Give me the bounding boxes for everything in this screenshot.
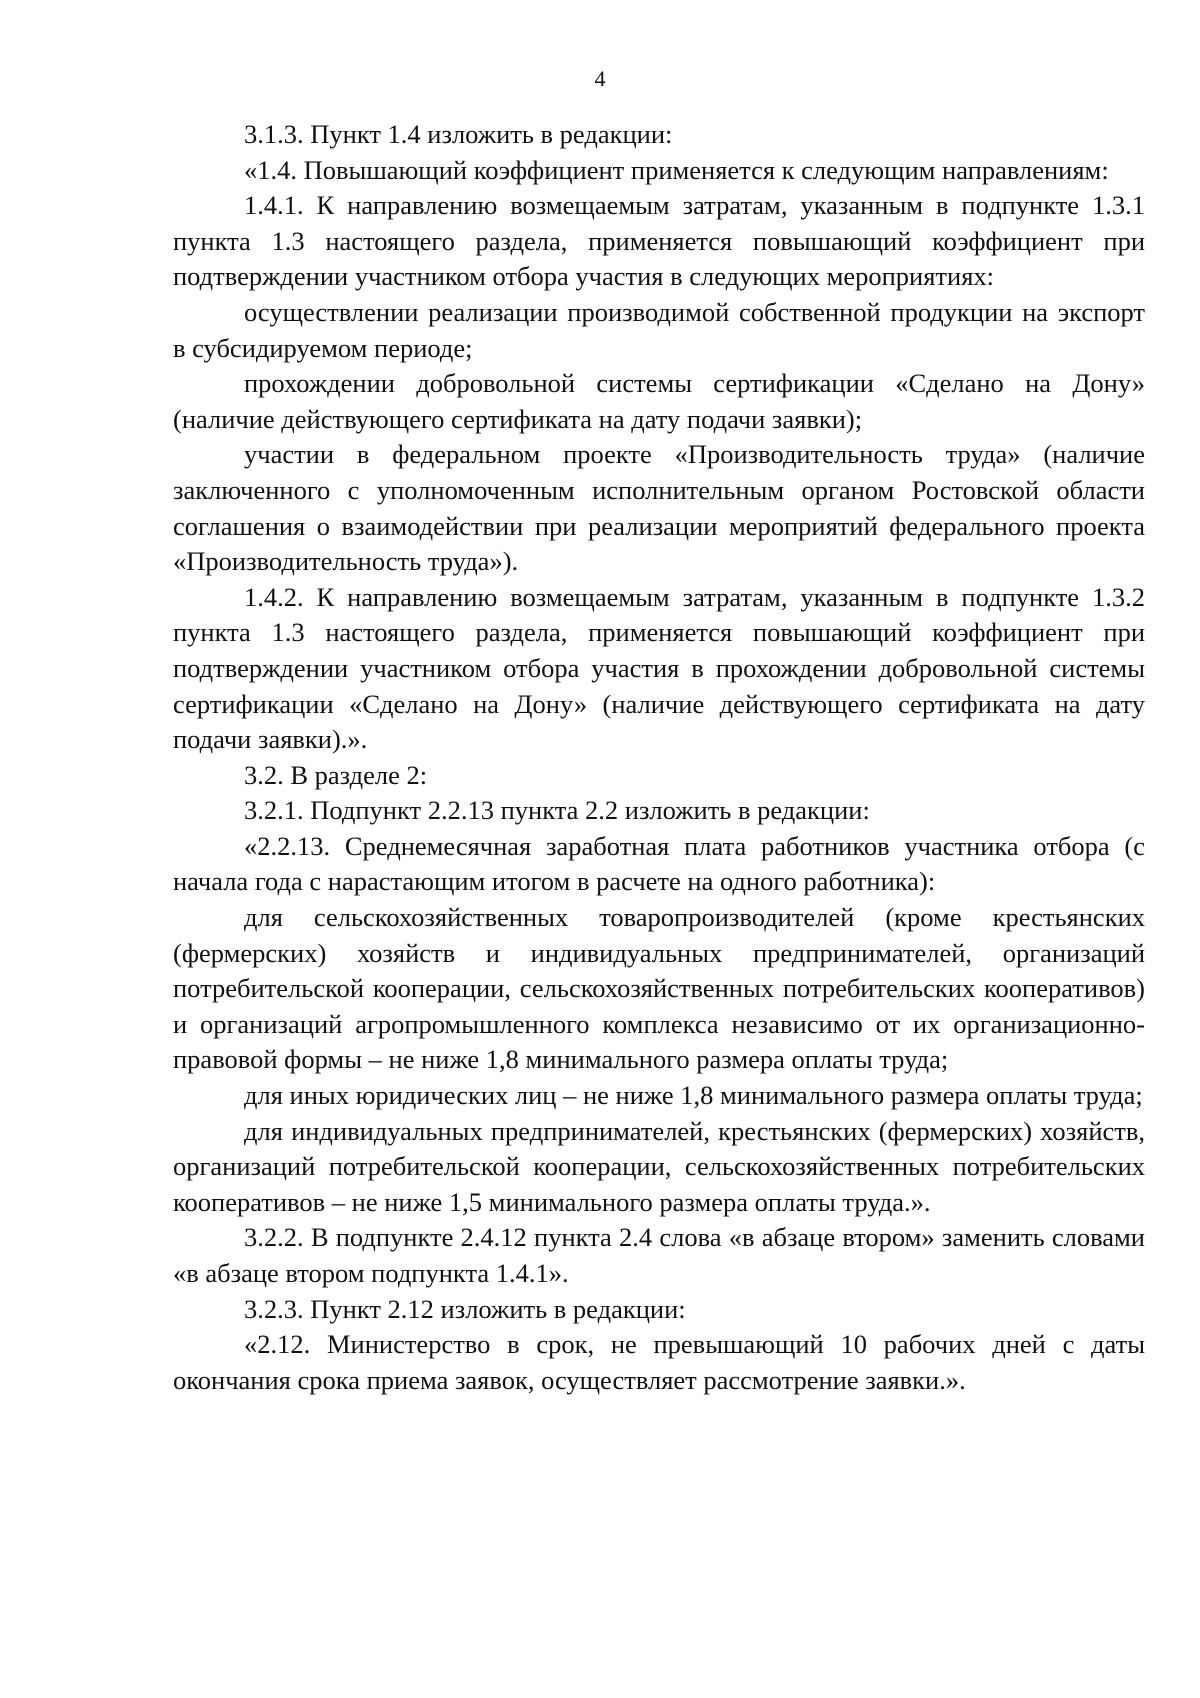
paragraph-entrepreneurs: для индивидуальных предпринимателей, крестьянских (фермерских) хозяйств, организаций потребительской кооперации, сельскохозяйственных потребительских кооперативов – не ниже 1,5 минимального размера оплаты труда.». bbox=[173, 1115, 1145, 1217]
paragraph-3-2-1: 3.2.1. Подпункт 2.2.13 пункта 2.2 изложить в редакции: bbox=[244, 795, 870, 826]
document-body bbox=[173, 117, 1145, 1398]
paragraph-3-2-3: 3.2.3. Пункт 2.12 изложить в редакции: bbox=[244, 1293, 686, 1324]
paragraph-1-4: «1.4. Повышающий коэффициент применяется к следующим направлениям: bbox=[244, 154, 1109, 185]
paragraph-2-2-13: «2.2.13. Среднемесячная заработная плата работников участника отбора (с начала года с нарастающим итогом в расчете на одного работника): bbox=[173, 830, 1145, 897]
paragraph-legal-entities: для иных юридических лиц – не ниже 1,8 минимального размера оплаты труда; bbox=[244, 1080, 1143, 1111]
page-number: 4 bbox=[594, 66, 606, 91]
paragraph-export: осуществлении реализации производимой собственной продукции на экспорт в субсидируемом периоде; bbox=[173, 296, 1145, 363]
paragraph-certification: прохождении добровольной системы сертификации «Сделано на Дону» (наличие действующего сертификата на дату подачи заявки); bbox=[173, 368, 1145, 434]
paragraph-3-2: 3.2. В разделе 2: bbox=[244, 759, 428, 790]
paragraph-3-2-2: 3.2.2. В подпункте 2.4.12 пункта 2.4 слова «в абзаце втором» заменить словами «в абзаце втором подпункта 1.4.1». bbox=[173, 1222, 1145, 1288]
paragraph-1-4-2: 1.4.2. К направлению возмещаемым затратам, указанным в подпункте 1.3.2 пункта 1.3 настоящего раздела, применяется повышающий коэффициент при подтверждении участником отбора участия в прохождении добровольной системы сертификации «Сделано на Дону» (наличие действующего сертификата на дату подачи заявки).». bbox=[173, 581, 1145, 755]
paragraph-federal-project: участии в федеральном проекте «Производительность труда» (наличие заключенного с уполномоченным исполнительным органом Ростовской области соглашения о взаимодействии при реализации мероприятий федерального проекта «Производительность труда»). bbox=[173, 439, 1145, 577]
paragraph-agri-producers: для сельскохозяйственных товаропроизводителей (кроме крестьянских (фермерских) хозяйств и индивидуальных предпринимателей, организаций потребительской кооперации, сельскохозяйственных потребительских кооперативов) и организаций агропромышленного комплекса независимо от их организационно-правовой формы – не ниже 1,8 минимального размера оплаты труда; bbox=[173, 902, 1145, 1075]
paragraph-3-1-3: 3.1.3. Пункт 1.4 изложить в редакции: bbox=[244, 119, 673, 149]
paragraph-2-12: «2.12. Министерство в срок, не превышающий 10 рабочих дней с даты окончания срока приема заявок, осуществляет рассмотрение заявки.». bbox=[173, 1329, 1145, 1395]
paragraph-1-4-1: 1.4.1. К направлению возмещаемым затратам, указанным в подпункте 1.3.1 пункта 1.3 настоящего раздела, применяется повышающий коэффициент при подтверждении участником отбора участия в следующих мероприятиях: bbox=[173, 190, 1145, 292]
